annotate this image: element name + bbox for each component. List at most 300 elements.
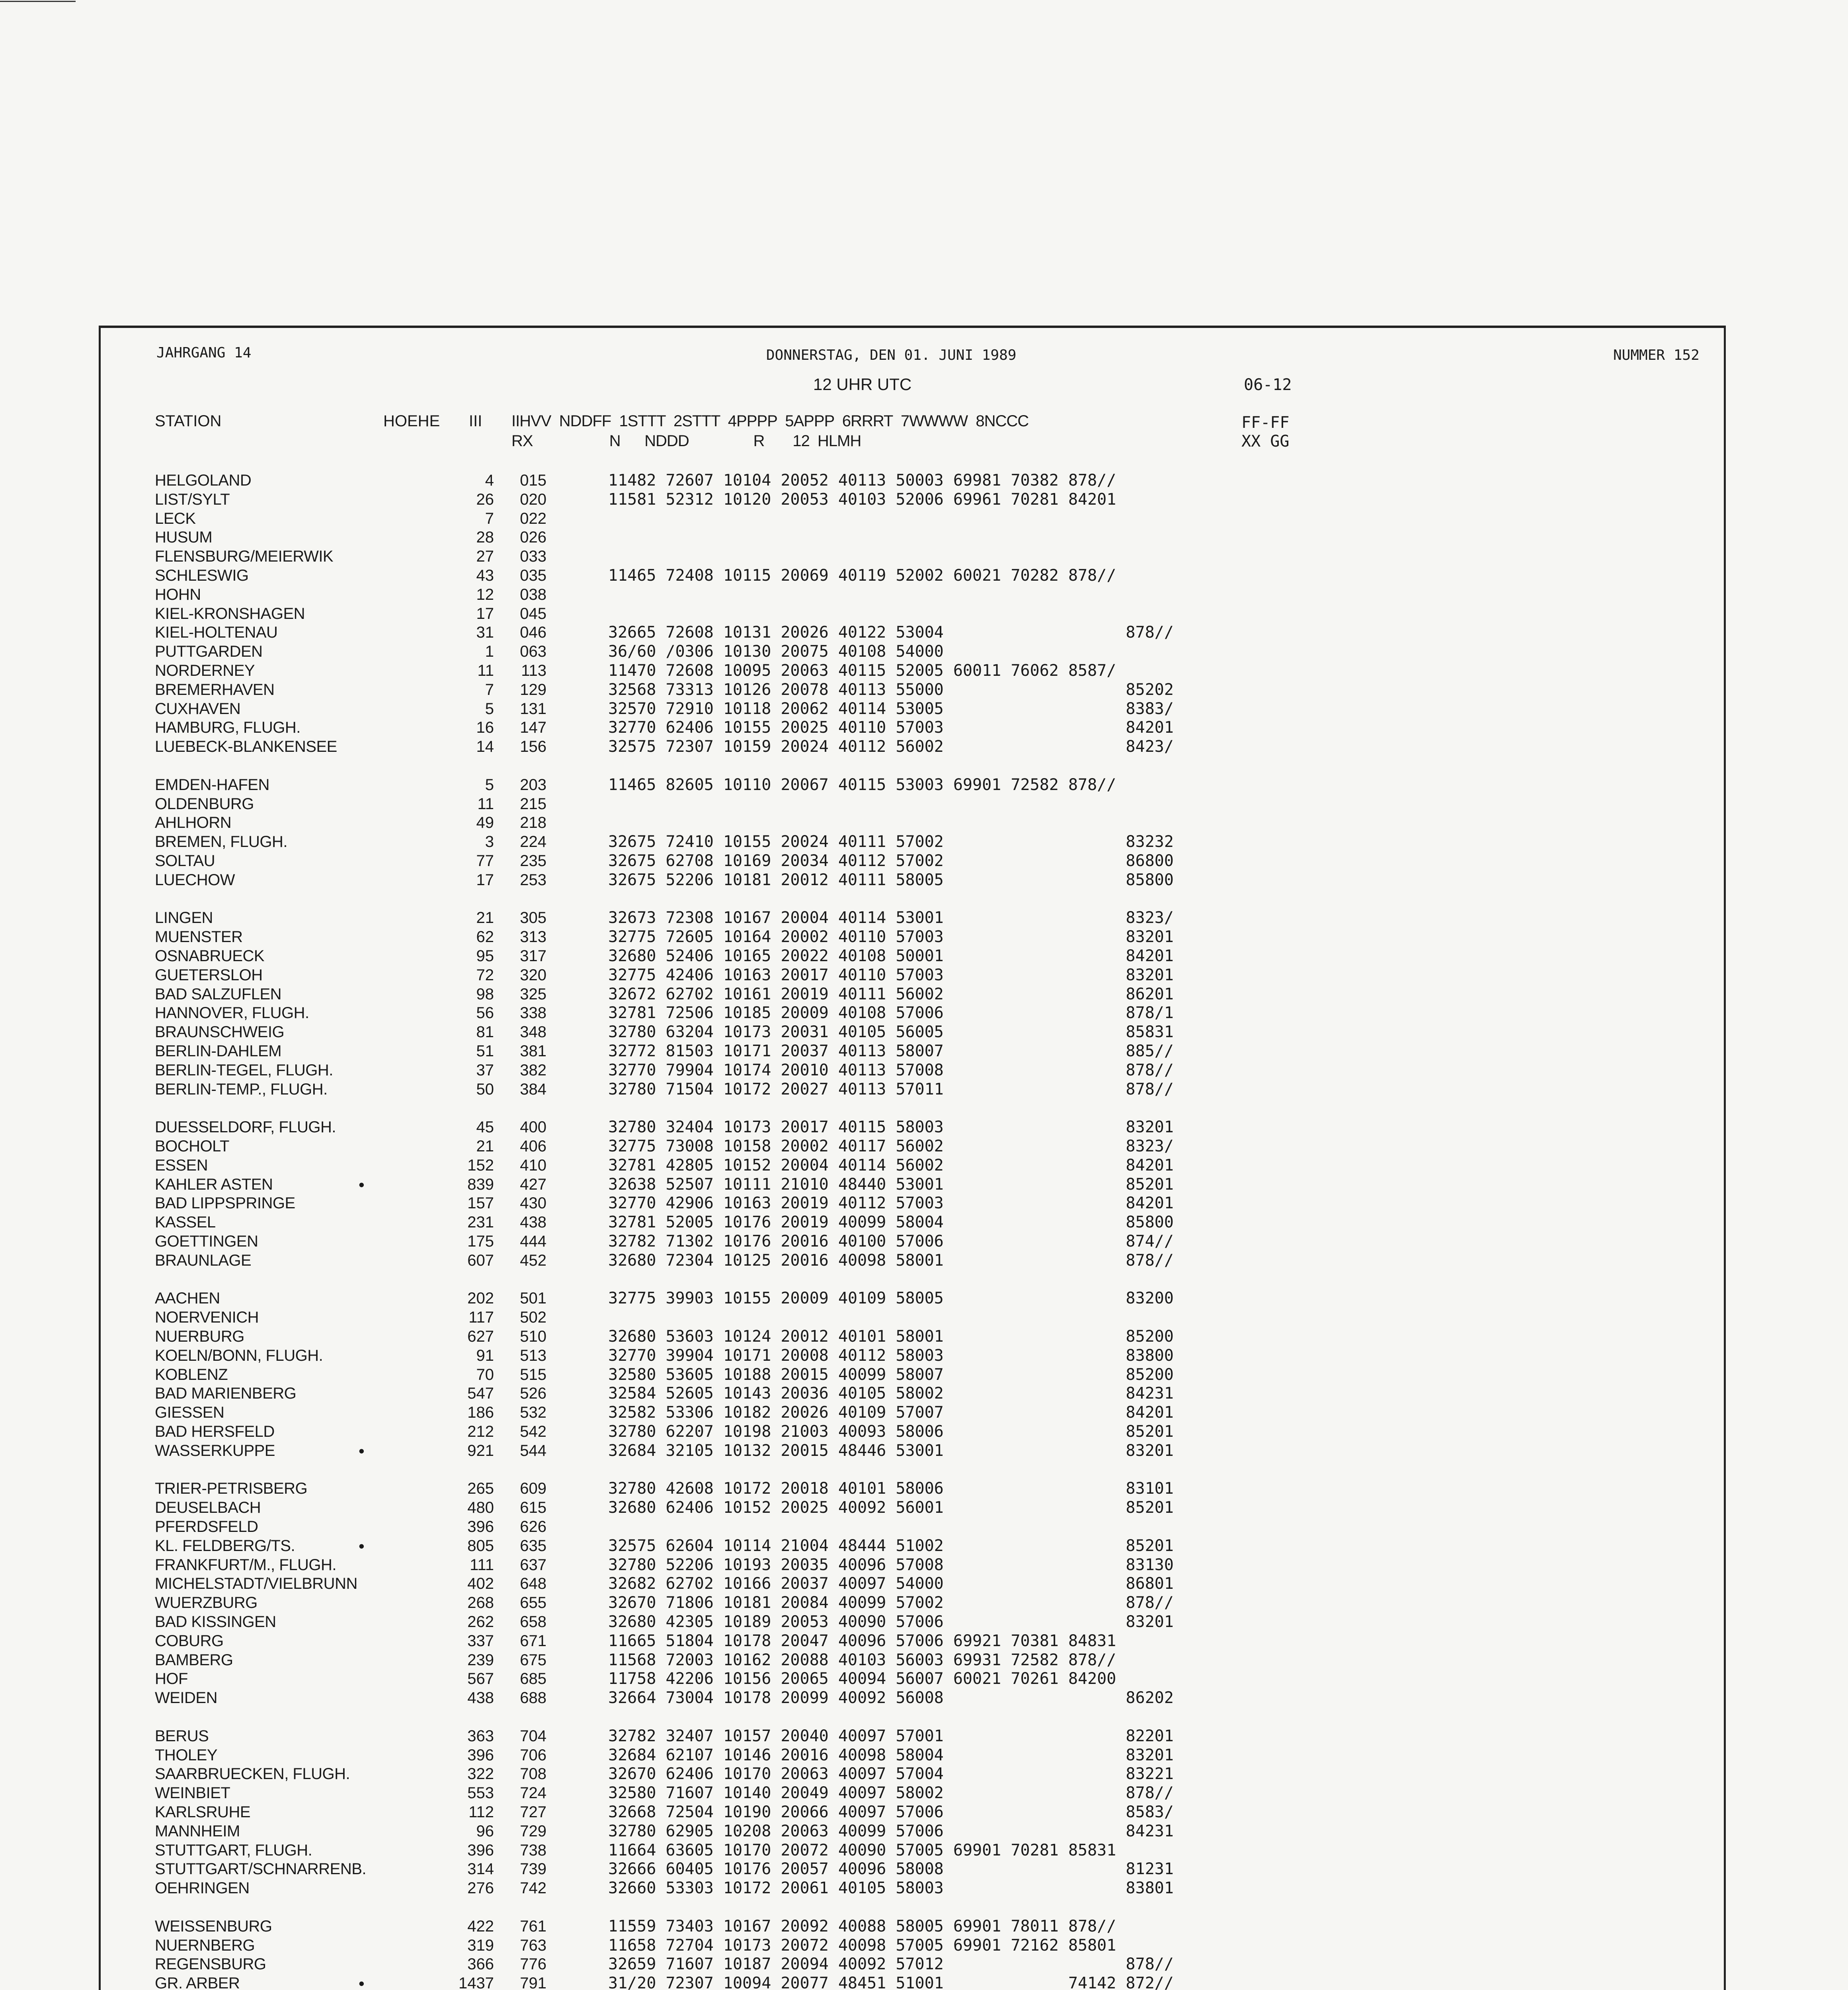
jahrgang-label: JAHRGANG 14 <box>156 345 252 361</box>
station-name: KASSEL <box>155 1214 216 1231</box>
station-name: BREMERHAVEN <box>155 681 275 698</box>
table-row <box>101 1042 1728 1061</box>
station-name: BREMEN, FLUGH. <box>155 833 288 851</box>
mountain-station-mark: • <box>359 1441 365 1460</box>
table-row <box>101 795 1728 814</box>
station-number: 532 <box>520 1404 546 1422</box>
station-height: 70 <box>476 1366 494 1383</box>
station-height: 21 <box>476 909 494 927</box>
report-frame <box>99 326 1726 1990</box>
station-name: KL. FELDBERG/TS. <box>155 1537 295 1555</box>
station-number: 384 <box>520 1080 546 1098</box>
observation-groups: 32780 42608 10172 20018 40101 58006 83101 <box>608 1479 1174 1498</box>
station-name: NUERBURG <box>155 1328 244 1345</box>
station-number: 022 <box>520 509 546 527</box>
observation-groups: 32770 42906 10163 20019 40112 57003 84201 <box>608 1194 1174 1213</box>
observation-groups: 32680 42305 10189 20053 40090 57006 83201 <box>608 1613 1174 1631</box>
observation-groups: 32770 39904 10171 20008 40112 58003 83800 <box>608 1346 1174 1365</box>
observation-groups: 32672 62702 10161 20019 40111 56002 86201 <box>608 985 1174 1003</box>
station-number: 033 <box>520 548 546 566</box>
observation-groups: 32665 72608 10131 20026 40122 53004 878// <box>608 623 1174 642</box>
station-height: 175 <box>467 1233 494 1250</box>
observation-groups: 32770 62406 10155 20025 40110 57003 84201 <box>608 718 1174 737</box>
observation-groups: 32675 72410 10155 20024 40111 57002 83232 <box>608 833 1174 851</box>
table-row <box>101 966 1728 985</box>
station-number: 727 <box>520 1803 546 1821</box>
station-name: BERUS <box>155 1727 209 1745</box>
station-height: 396 <box>467 1841 494 1859</box>
station-height: 11 <box>477 795 494 813</box>
station-name: SCHLESWIG <box>155 567 249 584</box>
station-number: 045 <box>520 605 546 622</box>
observation-groups: 32575 62604 10114 21004 48444 51002 85201 <box>608 1536 1174 1555</box>
observation-groups: 32675 62708 10169 20034 40112 57002 86800 <box>608 852 1174 870</box>
observation-groups: 31/20 72307 10094 20077 48451 51001 74142 872// <box>608 1974 1174 1990</box>
table-row <box>101 585 1728 604</box>
station-height: 72 <box>476 966 494 984</box>
station-number: 400 <box>520 1118 546 1136</box>
table-row <box>101 1080 1728 1099</box>
table-row <box>101 1556 1728 1574</box>
station-height: 396 <box>467 1518 494 1535</box>
observation-groups: 32666 60405 10176 20057 40096 58008 81231 <box>608 1860 1174 1879</box>
station-height: 480 <box>467 1499 494 1517</box>
table-row <box>101 566 1728 585</box>
station-name: THOLEY <box>155 1746 218 1764</box>
observation-groups: 32570 72910 10118 20062 40114 53005 8383/ <box>608 699 1174 718</box>
station-name: NUERNBERG <box>155 1936 255 1954</box>
table-row <box>101 1518 1728 1536</box>
station-height: 366 <box>467 1955 494 1973</box>
table-row <box>101 1936 1728 1955</box>
col-groups-line2: RX N NDDD R 12 HLMH <box>511 432 861 450</box>
table-row <box>101 833 1728 851</box>
table-row <box>101 1118 1728 1137</box>
station-height: 45 <box>476 1118 494 1136</box>
table-row <box>101 718 1728 737</box>
station-name: FRANKFURT/M., FLUGH. <box>155 1556 336 1574</box>
station-number: 637 <box>520 1556 546 1574</box>
table-row <box>101 528 1728 547</box>
station-name: WUERZBURG <box>155 1594 258 1612</box>
station-number: 742 <box>520 1879 546 1897</box>
station-height: 805 <box>467 1537 494 1555</box>
table-row <box>101 909 1728 927</box>
col-station: STATION <box>155 412 222 430</box>
station-number: 430 <box>520 1194 546 1212</box>
station-number: 382 <box>520 1061 546 1079</box>
observation-groups: 32670 62406 10170 20063 40097 57004 83221 <box>608 1765 1174 1783</box>
observation-groups: 32775 39903 10155 20009 40109 58005 83200 <box>608 1289 1174 1308</box>
table-row <box>101 1574 1728 1593</box>
station-name: BERLIN-TEGEL, FLUGH. <box>155 1061 333 1079</box>
station-height: 96 <box>476 1822 494 1840</box>
station-name: GUETERSLOH <box>155 966 263 984</box>
station-number: 406 <box>520 1137 546 1155</box>
observation-groups: 32682 62702 10166 20037 40097 54000 86801 <box>608 1574 1174 1593</box>
table-row <box>101 1537 1728 1555</box>
station-name: BRAUNLAGE <box>155 1251 252 1269</box>
station-number: 724 <box>520 1784 546 1802</box>
station-number: 381 <box>520 1042 546 1060</box>
station-height: 51 <box>476 1042 494 1060</box>
col-hoehe: HOEHE <box>383 412 440 430</box>
station-number: 156 <box>520 738 546 756</box>
table-row <box>101 509 1728 528</box>
table-row <box>101 1632 1728 1651</box>
table-row <box>101 1917 1728 1936</box>
station-number: 706 <box>520 1746 546 1764</box>
observation-groups: 11470 72608 10095 20063 40115 52005 60011 76062 8587/ <box>608 661 1116 680</box>
table-row <box>101 1308 1728 1327</box>
station-name: BRAUNSCHWEIG <box>155 1023 285 1041</box>
station-height: 1437 <box>459 1974 494 1990</box>
station-number: 313 <box>520 928 546 946</box>
station-height: 1 <box>485 643 494 661</box>
station-number: 615 <box>520 1499 546 1517</box>
station-name: BAD LIPPSPRINGE <box>155 1194 295 1212</box>
station-name: BAD MARIENBERG <box>155 1385 297 1403</box>
table-row <box>101 1366 1728 1384</box>
station-name: HOHN <box>155 585 201 603</box>
station-height: 95 <box>476 947 494 965</box>
station-name: AACHEN <box>155 1290 220 1307</box>
observation-groups: 32568 73313 10126 20078 40113 55000 85202 <box>608 680 1174 699</box>
station-number: 113 <box>521 662 546 679</box>
station-name: KIEL-KRONSHAGEN <box>155 605 305 622</box>
table-row <box>101 547 1728 566</box>
table-row <box>101 1727 1728 1746</box>
table-row <box>101 1784 1728 1803</box>
observation-groups: 32673 72308 10167 20004 40114 53001 8323/ <box>608 909 1174 927</box>
station-height: 14 <box>476 738 494 756</box>
station-number: 502 <box>520 1309 546 1327</box>
station-height: 28 <box>476 529 494 546</box>
station-height: 81 <box>476 1023 494 1041</box>
table-row <box>101 1442 1728 1460</box>
observation-groups: 32772 81503 10171 20037 40113 58007 885// <box>608 1042 1174 1060</box>
mountain-station-mark: • <box>359 1536 365 1555</box>
station-name: KAHLER ASTEN <box>155 1175 273 1193</box>
station-name: BERLIN-TEMP., FLUGH. <box>155 1080 328 1098</box>
station-number: 526 <box>520 1385 546 1403</box>
station-name: HELGOLAND <box>155 472 252 489</box>
table-row <box>101 814 1728 832</box>
table-row <box>101 1327 1728 1346</box>
station-name: STUTTGART, FLUGH. <box>155 1841 312 1859</box>
station-number: 501 <box>520 1290 546 1307</box>
observation-groups: 32668 72504 10190 20066 40097 57006 8583/ <box>608 1803 1174 1821</box>
station-name: DUESSELDORF, FLUGH. <box>155 1118 336 1136</box>
station-height: 56 <box>476 1004 494 1022</box>
station-number: 452 <box>520 1251 546 1269</box>
observation-groups: 32680 72304 10125 20016 40098 58001 878// <box>608 1251 1174 1270</box>
station-number: 320 <box>520 966 546 984</box>
table-row <box>101 1594 1728 1612</box>
mountain-station-mark: • <box>359 1175 365 1194</box>
station-height: 402 <box>467 1575 494 1593</box>
station-number: 325 <box>520 985 546 1003</box>
observation-groups: 32664 73004 10178 20099 40092 56008 86202 <box>608 1689 1174 1707</box>
station-number: 305 <box>520 909 546 927</box>
station-name: BOCHOLT <box>155 1137 229 1155</box>
observation-groups: 32775 42406 10163 20017 40110 57003 83201 <box>608 966 1174 984</box>
station-number: 685 <box>520 1670 546 1688</box>
observation-groups: 11581 52312 10120 20053 40103 52006 69961 70281 84201 <box>608 490 1116 509</box>
station-number: 235 <box>520 852 546 870</box>
table-row <box>101 623 1728 642</box>
station-number: 338 <box>520 1004 546 1022</box>
observation-groups: 11465 72408 10115 20069 40119 52002 60021 70282 878// <box>608 566 1116 585</box>
observation-groups: 32770 79904 10174 20010 40113 57008 878// <box>608 1061 1174 1079</box>
station-number: 038 <box>520 585 546 603</box>
observation-groups: 32675 52206 10181 20012 40111 58005 85800 <box>608 870 1174 889</box>
observation-groups: 11658 72704 10173 20072 40098 57005 69901 72162 85801 <box>608 1936 1116 1955</box>
table-row <box>101 776 1728 794</box>
station-name: AHLHORN <box>155 814 232 832</box>
station-name: BAD SALZUFLEN <box>155 985 282 1003</box>
station-height: 98 <box>476 985 494 1003</box>
table-row <box>101 1422 1728 1441</box>
observation-groups: 11665 51804 10178 20047 40096 57006 69921 70381 84831 <box>608 1631 1116 1650</box>
station-height: 3 <box>485 833 494 851</box>
station-height: 839 <box>467 1175 494 1193</box>
station-name: FLENSBURG/MEIERWIK <box>155 548 334 566</box>
observation-groups: 11568 72003 10162 20088 40103 56003 69931 72582 878// <box>608 1651 1116 1669</box>
table-row <box>101 1498 1728 1517</box>
observation-groups: 32575 72307 10159 20024 40112 56002 8423/ <box>608 737 1174 756</box>
station-height: 50 <box>476 1080 494 1098</box>
station-number: 513 <box>520 1346 546 1364</box>
station-number: 791 <box>520 1974 546 1990</box>
station-height: 212 <box>467 1423 494 1440</box>
station-height: 21 <box>476 1137 494 1155</box>
station-name: HANNOVER, FLUGH. <box>155 1004 309 1022</box>
station-name: ESSEN <box>155 1156 208 1174</box>
observation-groups: 32638 52507 10111 21010 48440 53001 85201 <box>608 1175 1174 1194</box>
station-height: 337 <box>467 1632 494 1650</box>
col-groups-line1: IIHVV NDDFF 1STTT 2STTT 4PPPP 5APPP 6RRRT 7WWWW 8NCCC <box>511 412 1029 430</box>
observation-groups: 32584 52605 10143 20036 40105 58002 84231 <box>608 1384 1174 1403</box>
table-row <box>101 928 1728 946</box>
station-number: 515 <box>520 1366 546 1383</box>
station-number: 688 <box>520 1689 546 1707</box>
table-row <box>101 1879 1728 1898</box>
table-row <box>101 1004 1728 1022</box>
observation-groups: 32775 73008 10158 20002 40117 56002 8323/ <box>608 1137 1174 1155</box>
station-name: DEUSELBACH <box>155 1499 261 1517</box>
station-name: BAD KISSINGEN <box>155 1613 276 1631</box>
station-height: 7 <box>485 681 494 698</box>
station-height: 157 <box>467 1194 494 1212</box>
station-number: 609 <box>520 1480 546 1498</box>
observation-groups: 32780 62905 10208 20063 40099 57006 84231 <box>608 1822 1174 1840</box>
station-name: LECK <box>155 509 196 527</box>
station-name: BAMBERG <box>155 1651 233 1669</box>
station-name: WEIDEN <box>155 1689 217 1707</box>
station-height: 363 <box>467 1727 494 1745</box>
table-row <box>101 1213 1728 1232</box>
table-row <box>101 1651 1728 1670</box>
table-row <box>101 1251 1728 1270</box>
station-number: 224 <box>520 833 546 851</box>
station-name: HAMBURG, FLUGH. <box>155 719 301 737</box>
station-name: HOF <box>155 1670 188 1688</box>
station-height: 11 <box>477 662 494 679</box>
observation-groups: 32660 53303 10172 20061 40105 58003 83801 <box>608 1879 1174 1898</box>
observation-groups: 32684 32105 10132 20015 48446 53001 83201 <box>608 1441 1174 1460</box>
station-number: 218 <box>520 814 546 832</box>
station-number: 427 <box>520 1175 546 1193</box>
table-row <box>101 1232 1728 1251</box>
table-row <box>101 1384 1728 1403</box>
observation-groups: 32780 32404 10173 20017 40115 58003 83201 <box>608 1118 1174 1137</box>
col-extra-line2: XX GG <box>1241 432 1290 451</box>
station-height: 438 <box>467 1689 494 1707</box>
station-name: WASSERKUPPE <box>155 1442 275 1459</box>
station-height: 5 <box>485 776 494 794</box>
station-name: PUTTGARDEN <box>155 643 263 661</box>
station-number: 410 <box>520 1156 546 1174</box>
observation-groups: 32780 62207 10198 21003 40093 58006 85201 <box>608 1422 1174 1441</box>
table-row <box>101 661 1728 680</box>
station-height: 319 <box>467 1936 494 1954</box>
observation-groups: 32684 62107 10146 20016 40098 58004 83201 <box>608 1746 1174 1764</box>
table-row <box>101 1061 1728 1080</box>
station-name: BAD HERSFELD <box>155 1423 275 1440</box>
station-height: 26 <box>476 490 494 508</box>
station-height: 627 <box>467 1328 494 1345</box>
station-number: 035 <box>520 567 546 584</box>
station-height: 17 <box>476 605 494 622</box>
table-row <box>101 1613 1728 1631</box>
corner-mark <box>0 1 76 2</box>
station-number: 203 <box>520 776 546 794</box>
time-range-label: 06-12 <box>1244 376 1292 394</box>
station-number: 635 <box>520 1537 546 1555</box>
station-number: 317 <box>520 947 546 965</box>
table-row <box>101 1841 1728 1860</box>
station-number: 131 <box>520 700 546 718</box>
station-height: 322 <box>467 1765 494 1783</box>
observation-groups: 11559 73403 10167 20092 40088 58005 69901 78011 878// <box>608 1917 1116 1935</box>
station-number: 444 <box>520 1233 546 1250</box>
station-height: 62 <box>476 928 494 946</box>
station-number: 438 <box>520 1214 546 1231</box>
station-name: NOERVENICH <box>155 1309 259 1327</box>
observation-groups: 11758 42206 10156 20065 40094 56007 60021 70261 84200 <box>608 1670 1116 1688</box>
station-number: 671 <box>520 1632 546 1650</box>
observation-groups: 32781 52005 10176 20019 40099 58004 85800 <box>608 1213 1174 1232</box>
station-name: CUXHAVEN <box>155 700 241 718</box>
station-name: KOELN/BONN, FLUGH. <box>155 1346 323 1364</box>
nummer-label: NUMMER 152 <box>1613 347 1700 363</box>
table-row <box>101 1822 1728 1841</box>
table-row <box>101 737 1728 756</box>
station-height: 17 <box>476 871 494 889</box>
table-row <box>101 1156 1728 1175</box>
station-number: 776 <box>520 1955 546 1973</box>
station-number: 763 <box>520 1936 546 1954</box>
station-name: SAARBRUECKEN, FLUGH. <box>155 1765 350 1783</box>
station-name: COBURG <box>155 1632 224 1650</box>
station-number: 129 <box>520 681 546 698</box>
station-height: 314 <box>467 1860 494 1878</box>
station-height: 31 <box>476 624 494 642</box>
table-row <box>101 1670 1728 1688</box>
station-height: 77 <box>476 852 494 870</box>
station-number: 542 <box>520 1423 546 1440</box>
station-name: LINGEN <box>155 909 213 927</box>
station-height: 4 <box>485 472 494 489</box>
station-height: 112 <box>468 1803 494 1821</box>
observation-groups: 32775 72605 10164 20002 40110 57003 83201 <box>608 928 1174 946</box>
station-height: 16 <box>476 719 494 737</box>
station-name: REGENSBURG <box>155 1955 266 1973</box>
station-name: BERLIN-DAHLEM <box>155 1042 282 1060</box>
observation-groups: 32781 42805 10152 20004 40114 56002 84201 <box>608 1156 1174 1174</box>
station-height: 91 <box>476 1346 494 1364</box>
station-height: 202 <box>467 1290 494 1307</box>
station-height: 152 <box>467 1156 494 1174</box>
observation-groups: 32780 52206 10193 20035 40096 57008 83130 <box>608 1555 1174 1574</box>
station-name: KARLSRUHE <box>155 1803 251 1821</box>
observation-groups: 32781 72506 10185 20009 40108 57006 878/1 <box>608 1004 1174 1022</box>
station-name: OEHRINGEN <box>155 1879 250 1897</box>
table-row <box>101 1023 1728 1042</box>
station-height: 276 <box>467 1879 494 1897</box>
table-row <box>101 1289 1728 1308</box>
station-height: 567 <box>467 1670 494 1688</box>
station-name: MICHELSTADT/VIELBRUNN <box>155 1575 357 1593</box>
station-name: GIESSEN <box>155 1404 224 1422</box>
table-row <box>101 681 1728 699</box>
station-height: 12 <box>476 585 494 603</box>
station-name: GOETTINGEN <box>155 1233 258 1250</box>
observation-groups: 11664 63605 10170 20072 40090 57005 69901 70281 85831 <box>608 1841 1116 1859</box>
col-iii: III <box>469 412 482 430</box>
station-number: 761 <box>520 1917 546 1935</box>
mountain-station-mark: • <box>359 1974 365 1990</box>
station-name: SOLTAU <box>155 852 215 870</box>
station-height: 422 <box>467 1917 494 1935</box>
station-name: OSNABRUECK <box>155 947 265 965</box>
station-number: 063 <box>520 643 546 661</box>
observation-groups: 32780 71504 10172 20027 40113 57011 878// <box>608 1080 1174 1098</box>
table-row <box>101 490 1728 509</box>
station-name: WEISSENBURG <box>155 1917 272 1935</box>
observation-groups: 32680 62406 10152 20025 40092 56001 85201 <box>608 1498 1174 1517</box>
station-name: STUTTGART/SCHNARRENB. <box>155 1860 367 1878</box>
table-row <box>101 1746 1728 1765</box>
station-height: 553 <box>467 1784 494 1802</box>
station-number: 510 <box>520 1328 546 1345</box>
station-height: 117 <box>468 1309 494 1327</box>
station-height: 262 <box>467 1613 494 1631</box>
table-row <box>101 1175 1728 1194</box>
observation-groups: 32580 71607 10140 20049 40097 58002 878// <box>608 1784 1174 1803</box>
station-height: 547 <box>467 1385 494 1403</box>
station-height: 5 <box>485 700 494 718</box>
table-row <box>101 1955 1728 1974</box>
station-height: 111 <box>470 1556 494 1574</box>
observation-groups: 32582 53306 10182 20026 40109 57007 84201 <box>608 1403 1174 1422</box>
station-height: 268 <box>467 1594 494 1612</box>
observation-groups: 32659 71607 10187 20094 40092 57012 878// <box>608 1955 1174 1974</box>
station-name: MUENSTER <box>155 928 243 946</box>
station-height: 239 <box>467 1651 494 1669</box>
observation-groups: 11482 72607 10104 20052 40113 50003 69981 70382 878// <box>608 471 1116 490</box>
